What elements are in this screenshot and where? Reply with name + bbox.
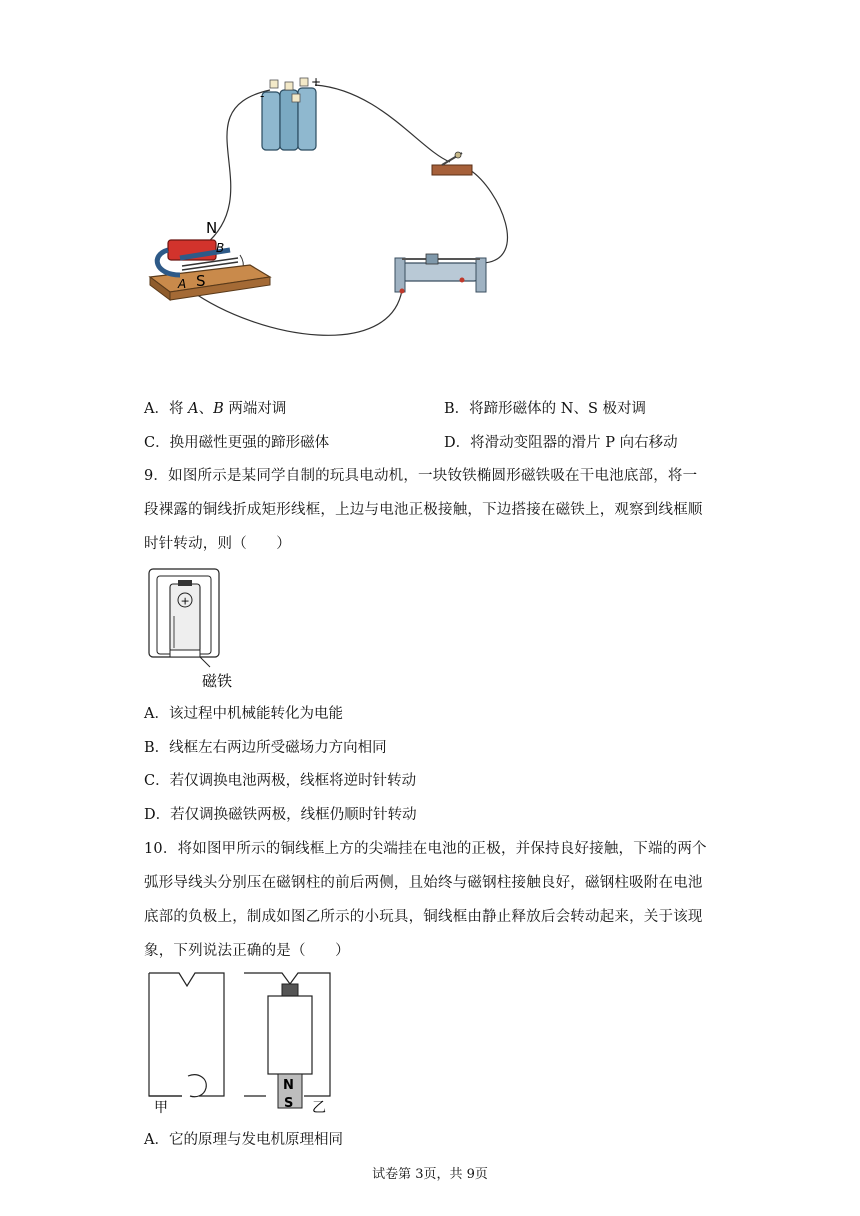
q9-motor-figure bbox=[144, 564, 234, 690]
q10-stem-line-4: 象，下列说法正确的是（ ） bbox=[144, 943, 350, 959]
horseshoe-magnet-apparatus bbox=[150, 219, 270, 300]
q9-option-c: C．若仅调换电池两极，线框将逆时针转动 bbox=[144, 773, 417, 789]
q10-stem-line-3: 底部的负极上，制成如图乙所示的小玩具，铜线框由静止释放后会转动起来，关于该现 bbox=[144, 909, 703, 925]
battery-positive-label: + bbox=[311, 75, 322, 89]
magnet-label: 磁铁 bbox=[202, 672, 233, 690]
magnet-N-label: N bbox=[283, 1078, 294, 1093]
q8-option-c bbox=[144, 434, 329, 452]
option-text: 换用磁性更强的蹄形磁体 bbox=[169, 435, 330, 451]
battery-negative-label: - bbox=[260, 89, 265, 103]
q9-option-b: B．线框左右两边所受磁场力方向相同 bbox=[144, 740, 387, 756]
option-text: 将滑动变阻器的滑片 P 向右移动 bbox=[470, 435, 678, 451]
stem-text: 将如图甲所示的铜线框上方的尖端挂在电池的正极，并保持良好接触，下端的两个 bbox=[177, 841, 707, 857]
page-footer: 试卷第 3页，共 9页 bbox=[372, 1167, 488, 1182]
q9-stem-line-2: 段裸露的铜线折成矩形线框，上边与电池正极接触，下边搭接在磁铁上，观察到线框顺 bbox=[144, 502, 703, 518]
q10-figure bbox=[144, 968, 344, 1120]
figure-jia-copper-frame bbox=[149, 973, 224, 1116]
q8-option-a bbox=[144, 400, 286, 418]
option-letter: D． bbox=[444, 435, 471, 451]
q9-stem-line-1 bbox=[144, 467, 697, 485]
wire-switch-rheostat bbox=[470, 170, 507, 263]
option-text: 将蹄形磁体的 N、S 极对调 bbox=[469, 401, 646, 417]
q9-option-a: A．该过程中机械能转化为电能 bbox=[144, 706, 343, 722]
battery-plus-label: + bbox=[180, 594, 190, 608]
magnet-S-label: S bbox=[284, 1096, 294, 1111]
option-letter: B． bbox=[444, 401, 470, 417]
option-text: 将 bbox=[168, 401, 189, 417]
q10-option-a: A．它的原理与发电机原理相同 bbox=[144, 1132, 343, 1148]
battery-pack bbox=[260, 75, 321, 150]
option-text-end: 两端对调 bbox=[223, 401, 287, 417]
question-number: 9． bbox=[144, 468, 169, 484]
q8-circuit-figure bbox=[140, 70, 520, 350]
wire-rheostat-magnet bbox=[190, 290, 402, 335]
option-letter: A． bbox=[144, 401, 169, 417]
magnet-south-label: S bbox=[196, 272, 206, 290]
sliding-rheostat bbox=[395, 254, 486, 294]
rod-end-B-label: B bbox=[216, 241, 225, 255]
label-jia: 甲 bbox=[154, 1100, 168, 1116]
figure-yi-assembled-toy bbox=[244, 973, 330, 1116]
rod-end-A-label: A bbox=[178, 277, 187, 291]
wire-top-right bbox=[315, 85, 450, 162]
q10-stem-line-1 bbox=[144, 840, 707, 858]
label-yi: 乙 bbox=[312, 1100, 326, 1116]
question-number: 10． bbox=[144, 841, 178, 857]
stem-text: 如图所示是某同学自制的玩具电动机，一块钕铁椭圆形磁铁吸在干电池底部，将一 bbox=[168, 468, 698, 484]
option-sep: 、 bbox=[198, 401, 214, 417]
q8-option-d bbox=[444, 434, 678, 452]
option-var-a: A bbox=[188, 401, 199, 417]
q8-option-b bbox=[444, 400, 646, 418]
q9-option-d: D．若仅调换磁铁两极，线框仍顺时针转动 bbox=[144, 807, 417, 823]
q9-stem-line-3: 时针转动，则（ ） bbox=[144, 536, 291, 552]
q10-stem-line-2: 弧形导线头分别压在磁钢柱的前后两侧，且始终与磁钢柱接触良好，磁钢柱吸附在电池 bbox=[144, 875, 703, 891]
magnet-north-label: N bbox=[206, 219, 218, 237]
option-var-b: B bbox=[213, 401, 224, 417]
option-letter: C． bbox=[144, 435, 170, 451]
